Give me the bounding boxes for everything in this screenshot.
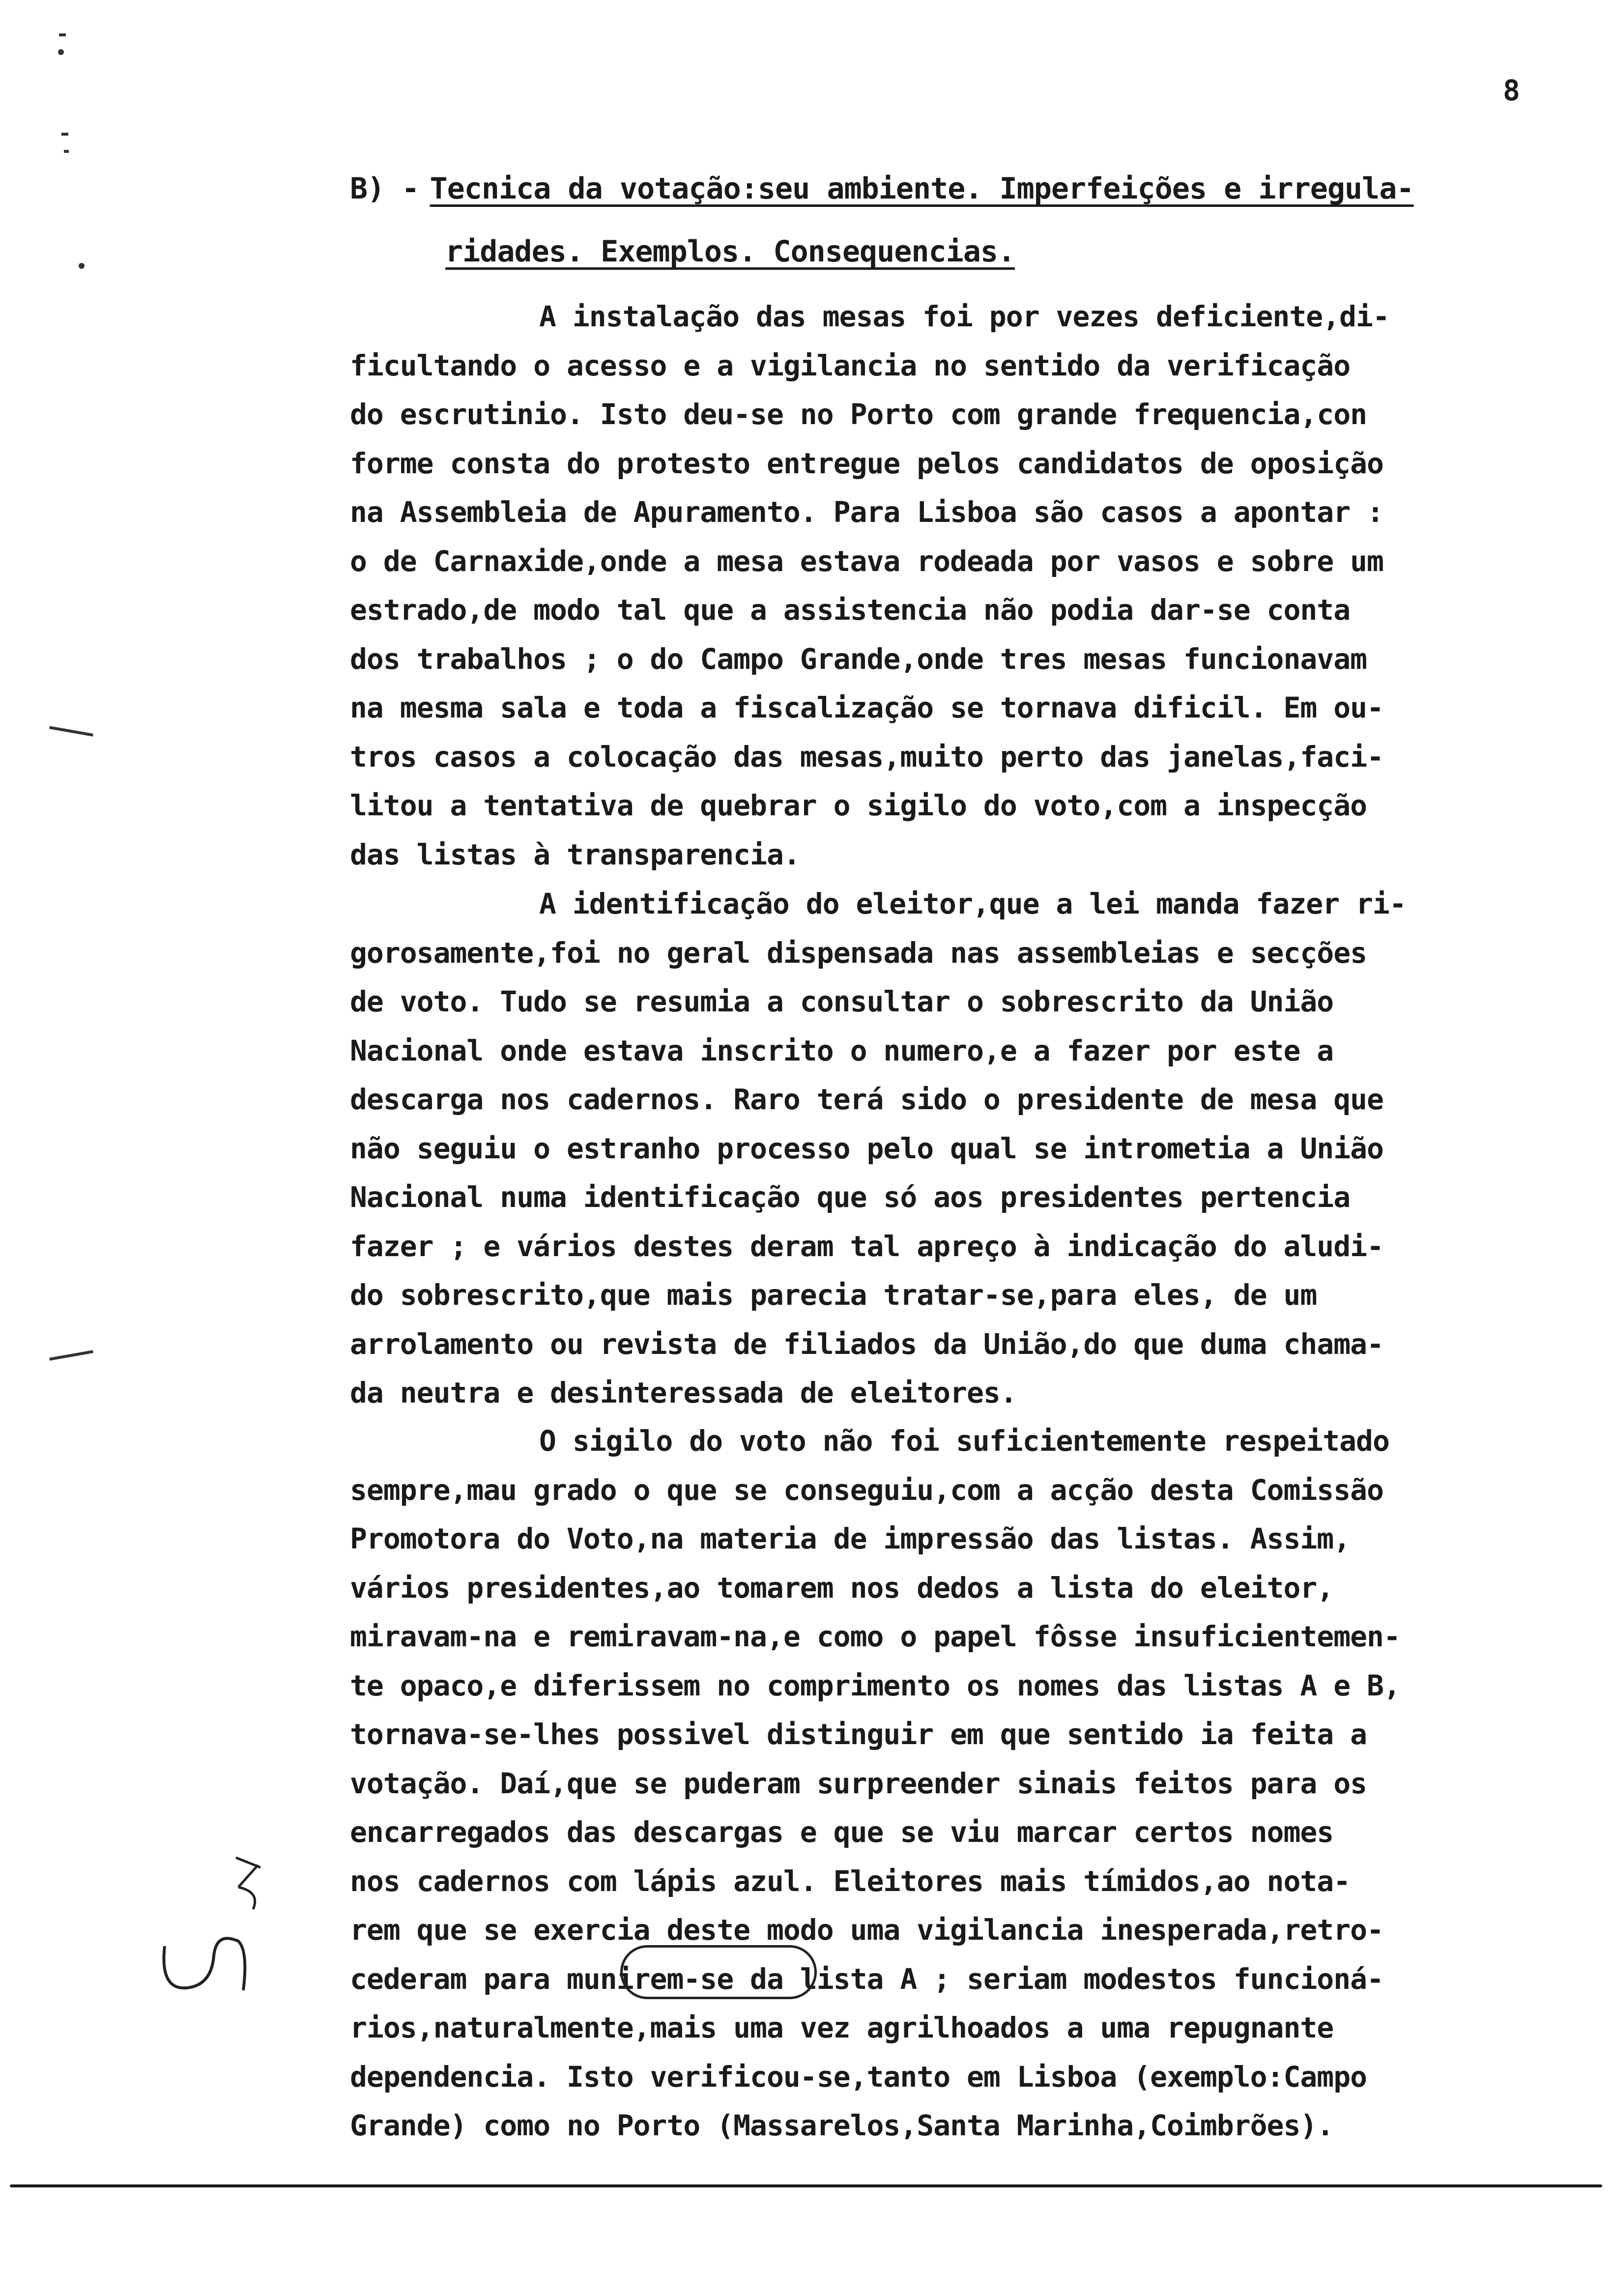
text-line: arrolamento ou revista de filiados da União,do que duma chama- xyxy=(350,1327,1383,1361)
scan-artifact xyxy=(64,150,69,153)
text-line: votação. Daí,que se puderam surpreender sinais feitos para os xyxy=(350,1766,1367,1800)
text-line: forme consta do protesto entregue pelos candidatos de oposição xyxy=(350,446,1383,480)
text-line: encarregados das descargas e que se viu marcar certos nomes xyxy=(350,1815,1334,1849)
page-number: 8 xyxy=(1503,74,1520,107)
text-line: rem que se exercia deste modo uma vigilancia inesperada,retro- xyxy=(350,1913,1383,1947)
margin-annotation-mark xyxy=(157,1926,256,1995)
paragraph-1 xyxy=(350,292,1389,879)
text-line: dependencia. Isto verificou-se,tanto em Lisboa (exemplo:Campo xyxy=(350,2060,1367,2094)
scan-artifact xyxy=(79,263,85,269)
paragraph-2 xyxy=(350,880,1406,1418)
text-line: na Assembleia de Apuramento. Para Lisboa são casos a apontar : xyxy=(350,495,1383,529)
text-line: gorosamente,foi no geral dispensada nas assembleias e secções xyxy=(350,936,1367,970)
text-line: A identificação do eleitor,que a lei manda fazer ri- xyxy=(539,887,1406,920)
section-heading xyxy=(350,157,1588,283)
margin-annotation-mark xyxy=(231,1853,270,1912)
scan-artifact xyxy=(61,133,68,136)
scan-artifact xyxy=(49,726,93,737)
scan-artifact xyxy=(49,1350,93,1361)
text-line: não seguiu o estranho processo pelo qual se intrometia a União xyxy=(350,1131,1383,1165)
text-line: tros casos a colocação das mesas,muito perto das janelas,faci- xyxy=(350,740,1383,774)
text-line: descarga nos cadernos. Raro terá sido o presidente de mesa que xyxy=(350,1083,1383,1116)
text-line: vários presidentes,ao tomarem nos dedos a lista do eleitor, xyxy=(350,1571,1334,1605)
paragraph-3 xyxy=(350,1417,1400,2151)
scan-artifact xyxy=(59,33,66,36)
text-line: de voto. Tudo se resumia a consultar o sobrescrito da União xyxy=(350,985,1334,1018)
text-line: rios,naturalmente,mais uma vez agrilhoados a uma repugnante xyxy=(350,2011,1334,2044)
text-line: A instalação das mesas foi por vezes deficiente,di- xyxy=(539,300,1389,333)
text-line: o de Carnaxide,onde a mesa estava rodeada por vasos e sobre um xyxy=(350,544,1383,578)
text-line: ficultando o acesso e a vigilancia no sentido da verificação xyxy=(350,348,1351,382)
text-line: cederam para munirem-se da lista A ; seriam modestos funcioná- xyxy=(350,1962,1383,1996)
text-line: da neutra e desinteressada de eleitores. xyxy=(350,1376,1017,1409)
text-line: sempre,mau grado o que se conseguiu,com a acção desta Comissão xyxy=(350,1473,1383,1507)
text-line: do sobrescrito,que mais parecia tratar-se,para eles, de um xyxy=(350,1278,1317,1312)
text-line: tornava-se-lhes possivel distinguir em que sentido ia feita a xyxy=(350,1718,1367,1751)
text-line: das listas à transparencia. xyxy=(350,837,800,871)
heading-prefix: B) - xyxy=(350,172,419,206)
text-line: O sigilo do voto não foi suficientemente respeitado xyxy=(539,1424,1389,1458)
text-line: fazer ; e vários destes deram tal apreço à indicação do aludi- xyxy=(350,1229,1383,1263)
text-line: dos trabalhos ; o do Campo Grande,onde tres mesas funcionavam xyxy=(350,642,1367,676)
text-line: Nacional onde estava inscrito o numero,e a fazer por este a xyxy=(350,1033,1334,1067)
text-line: estrado,de modo tal que a assistencia não podia dar-se conta xyxy=(350,593,1351,627)
text-line: te opaco,e diferissem no comprimento os nomes das listas A e B, xyxy=(350,1668,1400,1702)
text-line: Grande) como no Porto (Massarelos,Santa Marinha,Coimbrões). xyxy=(350,2109,1334,2142)
scan-artifact xyxy=(58,49,64,55)
heading-line-2: ridades. Exemplos. Consequencias. xyxy=(445,234,1015,269)
text-line: litou a tentativa de quebrar o sigilo do voto,com a inspecção xyxy=(350,789,1367,822)
text-line: Nacional numa identificação que só aos presidentes pertencia xyxy=(350,1180,1351,1214)
text-line: miravam-na e remiravam-na,e como o papel fôsse insuficientemen- xyxy=(350,1620,1400,1653)
text-line: na mesma sala e toda a fiscalização se tornava dificil. Em ou- xyxy=(350,691,1383,724)
handwritten-circle-mark xyxy=(620,1945,817,1999)
heading-line-1: Tecnica da votação:seu ambiente. Imperfeições e irregula- xyxy=(430,172,1414,206)
text-line: Promotora do Voto,na materia de impressão das listas. Assim, xyxy=(350,1522,1351,1555)
text-line: do escrutinio. Isto deu-se no Porto com grande frequencia,con xyxy=(350,398,1367,431)
bottom-rule xyxy=(10,2184,1602,2187)
text-line: nos cadernos com lápis azul. Eleitores mais tímidos,ao nota- xyxy=(350,1864,1351,1898)
